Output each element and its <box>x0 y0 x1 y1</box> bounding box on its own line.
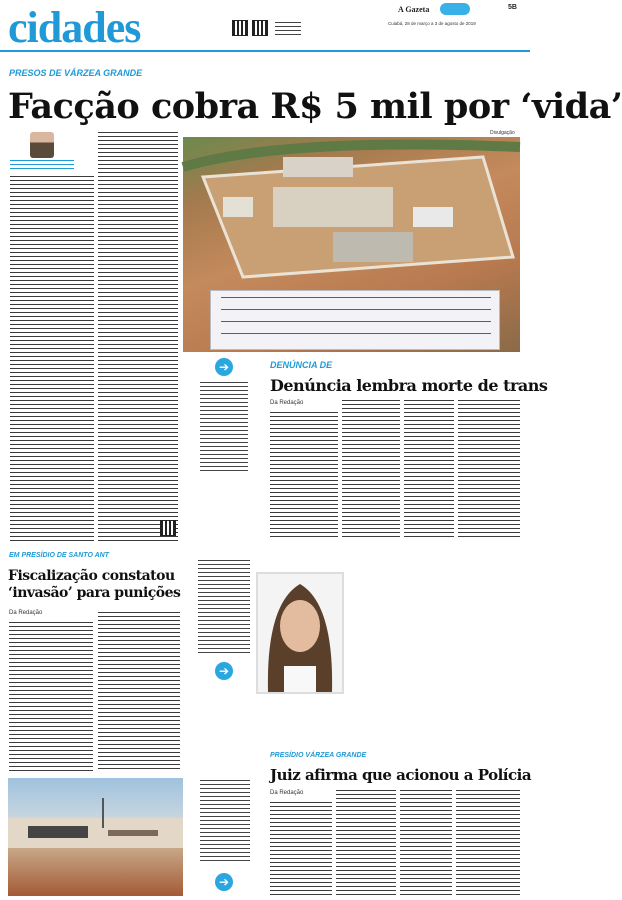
author-avatar <box>30 132 54 158</box>
fourth-body-col1 <box>270 802 332 897</box>
paper-logo-icon <box>440 3 470 15</box>
qr-label <box>205 22 227 38</box>
second-byline: Da Redação <box>270 400 304 406</box>
third-byline: Da Redação <box>9 610 43 616</box>
date-line: Cuiabá, 28 de março a 3 de agosto de 2019 <box>388 21 476 26</box>
second-headline: Denúncia lembra morte de trans <box>270 376 548 395</box>
qr-code-icon <box>160 520 176 536</box>
prison-entrance-photo <box>8 778 183 896</box>
portrait-caption <box>198 560 250 655</box>
circle-arrow-icon: ➔ <box>215 662 233 680</box>
third-kicker: EM PRESÍDIO DE SANTO ANT <box>9 552 109 559</box>
second-body-col1 <box>270 412 338 537</box>
bottom-caption <box>200 780 250 862</box>
author-byline <box>10 160 74 170</box>
fourth-body-col3 <box>400 790 452 897</box>
main-headline: Facção cobra R$ 5 mil por ‘vida’ <box>8 86 622 127</box>
handwritten-note <box>210 290 500 350</box>
main-body-col1 <box>10 176 94 541</box>
main-body-col2 <box>98 132 178 542</box>
second-kicker: DENÚNCIA DE <box>270 360 333 370</box>
second-body-col4 <box>458 400 520 537</box>
second-body-col3 <box>404 400 454 537</box>
third-body-col1 <box>9 622 93 772</box>
qr-code-icon <box>232 20 248 36</box>
photo-caption <box>200 382 248 472</box>
section-title: cidades <box>8 3 141 52</box>
photo-credit: Divulgação <box>490 130 515 136</box>
paper-name: A Gazeta <box>398 5 430 14</box>
third-headline: Fiscalização constatou ‘invasão’ para punições <box>8 568 181 601</box>
page-number: 5B <box>508 4 517 11</box>
fourth-body-col2 <box>336 790 396 897</box>
fourth-byline: Da Redação <box>270 790 304 796</box>
third-body-col2 <box>98 612 180 772</box>
fourth-headline: Juiz afirma que acionou a Polícia <box>270 766 532 784</box>
fourth-body-col4 <box>456 790 520 897</box>
qr-caption <box>275 22 301 38</box>
second-body-col2 <box>342 400 400 537</box>
qr-code-icon <box>252 20 268 36</box>
main-kicker: PRESOS DE VÁRZEA GRANDE <box>9 68 143 78</box>
woman-portrait-photo <box>256 572 344 694</box>
circle-arrow-icon: ➔ <box>215 873 233 891</box>
fourth-kicker: PRESÍDIO VÁRZEA GRANDE <box>270 752 367 759</box>
circle-arrow-icon: ➔ <box>215 358 233 376</box>
